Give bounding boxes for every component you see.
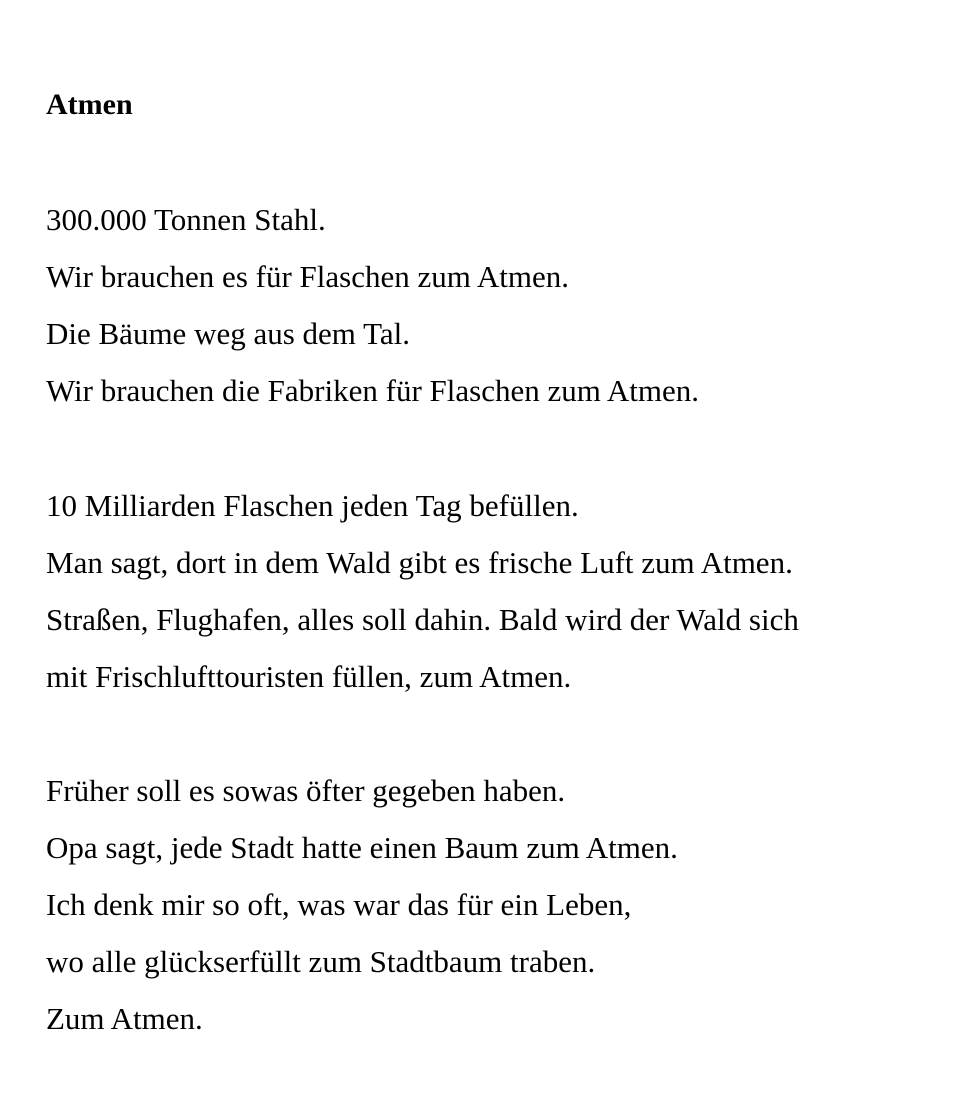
stanza-3	[46, 762, 678, 1047]
stanza-2	[46, 477, 799, 705]
poem-line: Man sagt, dort in dem Wald gibt es frische Luft zum Atmen.	[46, 545, 793, 580]
poem-line: Die Bäume weg aus dem Tal.	[46, 316, 410, 351]
poem-line: Zum Atmen.	[46, 1001, 203, 1036]
poem-line: wo alle glückserfüllt zum Stadtbaum traben.	[46, 944, 596, 979]
poem-line: mit Frischlufttouristen füllen, zum Atmen.	[46, 659, 572, 694]
poem-title: Atmen	[46, 88, 133, 121]
poem-line: Ich denk mir so oft, was war das für ein Leben,	[46, 887, 632, 922]
stanza-1	[46, 191, 699, 419]
poem-line: Wir brauchen die Fabriken für Flaschen zum Atmen.	[46, 373, 699, 408]
poem-line: 10 Milliarden Flaschen jeden Tag befüllen.	[46, 488, 579, 523]
poem-line: Opa sagt, jede Stadt hatte einen Baum zum Atmen.	[46, 830, 678, 865]
poem-line: Früher soll es sowas öfter gegeben haben.	[46, 773, 566, 808]
poem-line: Wir brauchen es für Flaschen zum Atmen.	[46, 259, 570, 294]
poem-line: 300.000 Tonnen Stahl.	[46, 202, 326, 237]
poem-line: Straßen, Flughafen, alles soll dahin. Bald wird der Wald sich	[46, 602, 799, 637]
